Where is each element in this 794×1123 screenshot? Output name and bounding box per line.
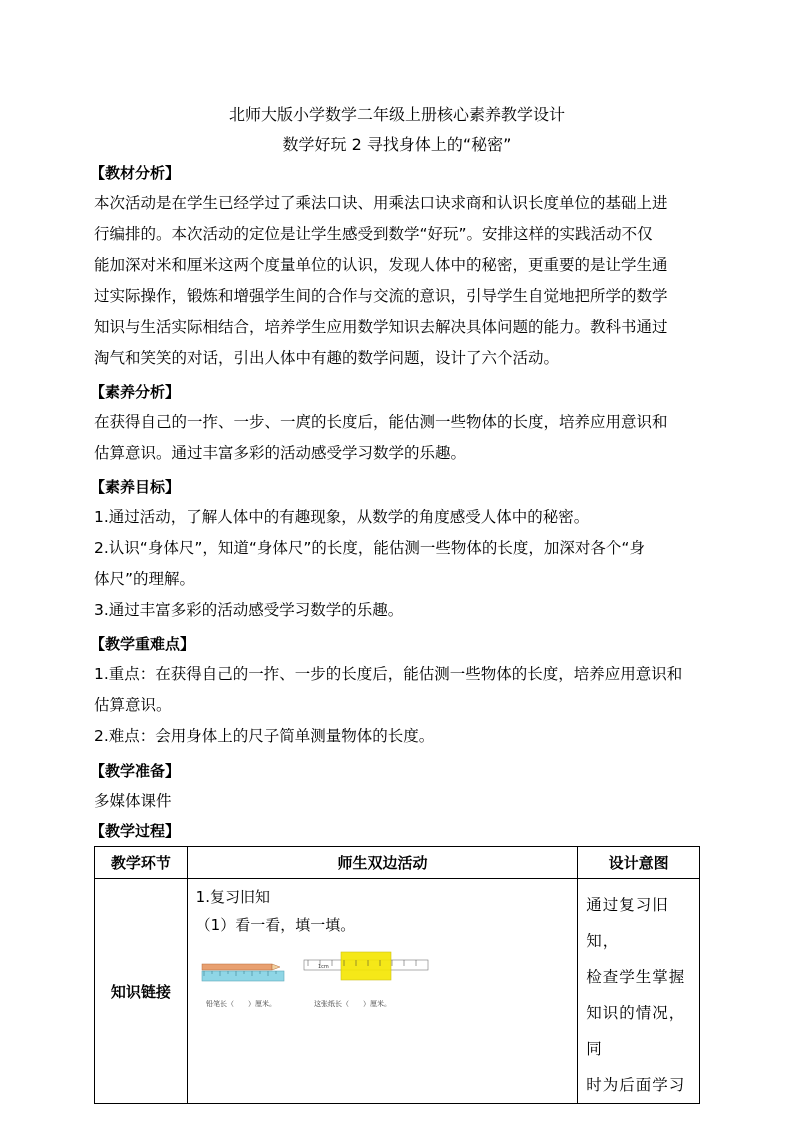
section-heading-key-points: 【教学重难点】 xyxy=(90,635,196,653)
paragraph-line: 2.难点：会用身体上的尺子简单测量物体的长度。 xyxy=(94,727,435,745)
section-body-preparation xyxy=(94,786,706,817)
paper-strip-ruler-figure xyxy=(304,952,428,980)
intent-line: 通过复习旧知， xyxy=(586,896,669,950)
paragraph-line: 本次活动是在学生已经学过了乘法口诀、用乘法口诀求商和认识长度单位的基础上进 xyxy=(94,194,668,212)
ruler-illustration xyxy=(196,949,436,1013)
section-body-textbook-analysis xyxy=(94,188,706,374)
paragraph-line: 2.认识“身体尺”，知道“身体尺”的长度，能估测一些物体的长度，加深对各个“身 xyxy=(94,539,645,557)
paragraph-line: 3.通过丰富多彩的活动感受学习数学的乐趣。 xyxy=(94,601,404,619)
intent-line: 时为后面学习 xyxy=(586,1076,686,1094)
paragraph-line: 在获得自己的一拃、一步、一庹的长度后，能估测一些物体的长度，培养应用意识和 xyxy=(94,413,668,431)
section-body-key-points xyxy=(94,659,706,752)
header-activity: 师生双边活动 xyxy=(187,847,578,879)
header-intent: 设计意图 xyxy=(578,847,700,879)
teaching-process-table xyxy=(94,846,700,1104)
intent-line: 检查学生掌握 xyxy=(586,968,686,986)
paragraph-line: 能加深对米和厘米这两个度量单位的认识，发现人体中的秘密，更重要的是让学生通 xyxy=(94,256,668,274)
paragraph-line: 1.通过活动，了解人体中的有趣现象，从数学的角度感受人体中的秘密。 xyxy=(94,508,590,526)
paragraph-line: 估算意识。通过丰富多彩的活动感受学习数学的乐趣。 xyxy=(94,444,467,462)
section-heading-literacy-analysis: 【素养分析】 xyxy=(90,383,181,401)
paragraph-line: 行编排的。本次活动的定位是让学生感受到数学“好玩”。安排这样的实践活动不仅 xyxy=(94,225,653,243)
strip-caption: 这张纸长（ ）厘米。 xyxy=(313,1000,391,1008)
document-subtitle: 数学好玩 2 寻找身体上的“秘密” xyxy=(282,135,512,154)
paragraph-line: 知识与生活实际相结合，培养学生应用数学知识去解决具体问题的能力。教科书通过 xyxy=(94,318,668,336)
table-header-row xyxy=(95,847,700,879)
paragraph-line: 淘气和笑笑的对话，引出人体中有趣的数学问题，设计了六个活动。 xyxy=(94,349,560,367)
table-row xyxy=(95,879,700,1104)
section-heading-literacy-goals: 【素养目标】 xyxy=(90,478,181,496)
ruler-unit-label: 1cm xyxy=(317,964,329,970)
section-body-literacy-goals xyxy=(94,502,706,626)
document-title: 北师大版小学数学二年级上册核心素养教学设计 xyxy=(228,105,565,124)
intent-line: 知识的情况，同 xyxy=(586,1004,686,1058)
section-heading-textbook-analysis: 【教材分析】 xyxy=(90,164,181,182)
paragraph-line: 估算意识。 xyxy=(94,696,172,714)
paragraph-line: 1.重点：在获得自己的一拃、一步的长度后，能估测一些物体的长度，培养应用意识和 xyxy=(94,665,683,683)
activity-prompt: （1）看一看，填一填。 xyxy=(195,916,356,934)
header-stage: 教学环节 xyxy=(95,847,188,879)
paragraph-line: 多媒体课件 xyxy=(94,792,172,810)
pencil-caption: 铅笔长（ ）厘米。 xyxy=(205,1000,276,1008)
pencil-ruler-figure xyxy=(202,964,284,981)
activity-step: 1.复习旧知 xyxy=(195,888,270,906)
activity-cell xyxy=(187,879,578,1104)
stage-cell: 知识链接 xyxy=(95,879,188,1104)
paragraph-line: 体尺”的理解。 xyxy=(94,570,196,588)
section-heading-teaching-process: 【教学过程】 xyxy=(90,822,181,840)
paragraph-line: 过实际操作，锻炼和增强学生间的合作与交流的意识，引导学生自觉地把所学的数学 xyxy=(94,287,668,305)
intent-cell xyxy=(578,879,700,1104)
section-body-literacy-analysis xyxy=(94,407,706,469)
section-heading-preparation: 【教学准备】 xyxy=(90,762,181,780)
